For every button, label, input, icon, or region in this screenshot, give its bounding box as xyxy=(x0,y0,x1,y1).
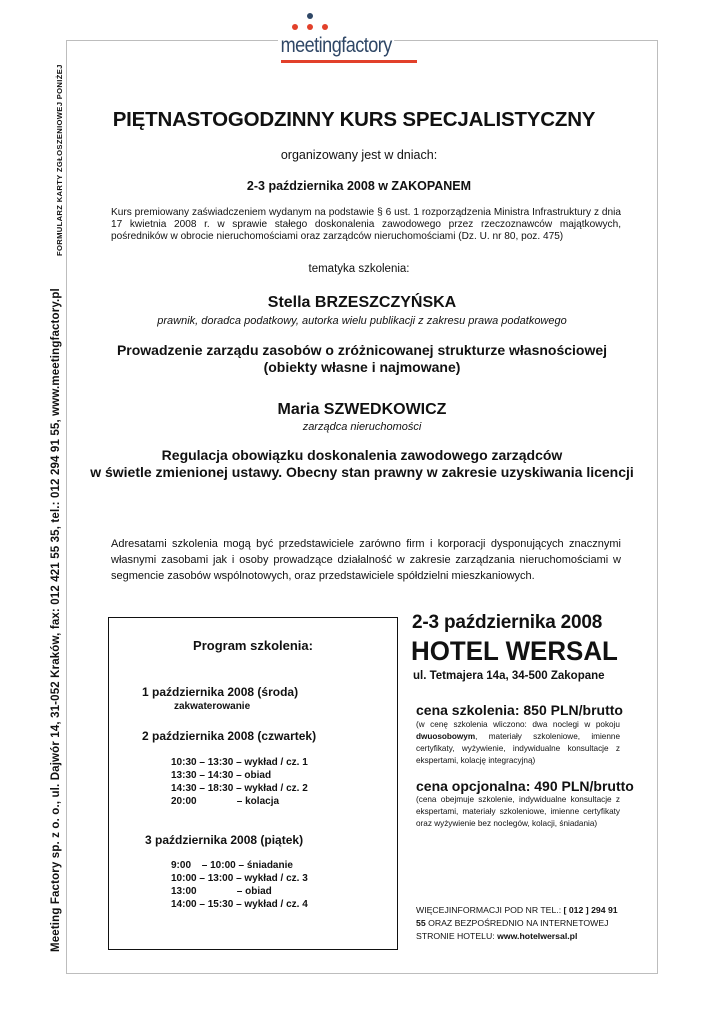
schedule-row: 10:00 – 13:00 – wykład / cz. 3 xyxy=(171,873,308,884)
hotel-website-link[interactable]: www.hotelwersal.pl xyxy=(497,931,578,941)
logo-dots-icon xyxy=(290,12,330,32)
logo-underline xyxy=(281,60,417,63)
intro-text: organizowany jest w dniach: xyxy=(280,148,438,162)
speaker-2-name: Maria SZWEDKOWICZ xyxy=(277,401,447,418)
audience-text: Adresatami szkolenia mogą być przedstawiciele zarówno firm i korporacji dysponujących znacznymi własnymi zasobami jak i osoby prowadzące działalność w zakresie zarządzania nieruchomościami w segmencie zasobów wspólnotowych, oraz przedstawiciele spółdzielni mieszkaniowych. xyxy=(111,538,621,582)
program-heading: Program szkolenia: xyxy=(193,638,313,653)
topics-label: tematyka szkolenia: xyxy=(308,263,410,275)
program-day-2-schedule xyxy=(171,756,308,808)
speaker-1-topic-line-1: Prowadzenie zarządu zasobów o zróżnicowanej strukturze własnościowej xyxy=(116,342,608,358)
sidebar-form-note: FORMULARZ KARTY ZGŁOSZENIOWEJ PONIŻEJ xyxy=(55,64,64,256)
speaker-1-name: Stella BRZESZCZYŃSKA xyxy=(267,294,457,311)
program-day-2-title: 2 października 2008 (czwartek) xyxy=(142,729,317,743)
program-day-3-schedule xyxy=(171,859,308,911)
sidebar-contact-text: Meeting Factory sp. z o. o., ul. Dajwór 14, 31-052 Kraków, fax: 012 421 55 35, tel.: 012 294 91 55, www.meetingfactory.pl xyxy=(50,288,62,952)
logo-text: meetingfactory xyxy=(278,34,394,58)
program-day-3-title: 3 października 2008 (piątek) xyxy=(145,833,304,847)
event-date: 2-3 października 2008 xyxy=(412,612,603,633)
page-title: PIĘTNASTOGODZINNY KURS SPECJALISTYCZNY xyxy=(112,108,596,131)
program-day-1-note: zakwaterowanie xyxy=(174,701,251,712)
speaker-2-description: zarządca nieruchomości xyxy=(302,421,422,433)
schedule-row: 13:30 – 14:30 – obiad xyxy=(171,770,272,781)
speaker-2-topic xyxy=(66,447,658,481)
meetingfactory-logo xyxy=(276,10,436,64)
schedule-row: 14:30 – 18:30 – wykład / cz. 2 xyxy=(171,783,308,794)
speaker-2-topic-line-2: w świetle zmienionej ustawy. Obecny stan prawny w zakresie uzyskiwania licencji xyxy=(90,464,634,480)
schedule-row: 20:00 – kolacja xyxy=(171,796,280,807)
hotel-name: HOTEL WERSAL xyxy=(411,636,618,666)
course-dates: 2-3 października 2008 w ZAKOPANEM xyxy=(246,179,472,193)
program-day-1-title: 1 października 2008 (środa) xyxy=(142,685,299,699)
schedule-row: 9:00 – 10:00 – śniadanie xyxy=(171,860,293,871)
hotel-address: ul. Tetmajera 14a, 34-500 Zakopane xyxy=(413,670,605,682)
legal-basis-text: Kurs premiowany zaświadczeniem wydanym na podstawie § 6 ust. 1 rozporządzenia Ministra Infrastruktury z dnia 17 kwietnia 2008 r. w sprawie stałego doskonalenia zawodowego przez rzeczoznawców majątkowych, pośredników w obrocie nieruchomościami oraz zarządców nieruchomościami (Dz. U. nr 80, poz. 475) xyxy=(111,207,621,242)
optional-price-note: (cena obejmuje szkolenie, indywidualne konsultacje z ekspertami, materiały szkoleniowe, imienne certyfikaty oraz wyżywienie bez noclegów, kolacji, śniadania) xyxy=(416,795,620,828)
main-price-heading: cena szkolenia: 850 PLN/brutto xyxy=(416,702,623,718)
speaker-1-topic-line-2: (obiekty własne i najmowane) xyxy=(263,359,461,375)
speaker-1-topic xyxy=(66,342,658,376)
schedule-row: 14:00 – 15:30 – wykład / cz. 4 xyxy=(171,899,308,910)
optional-price-heading: cena opcjonalna: 490 PLN/brutto xyxy=(416,778,634,794)
program-box xyxy=(108,617,398,950)
speaker-2-topic-line-1: Regulacja obowiązku doskonalenia zawodowego zarządców xyxy=(161,447,563,463)
main-price-note: (w cenę szkolenia wliczono: dwa noclegi w pokoju dwuosobowym, materiały szkoleniowe, imienne certyfikaty, wyżywienie, indywidualne konsultacje z ekspertami, kolację integracyjną) xyxy=(416,720,620,765)
schedule-row: 13:00 – obiad xyxy=(171,886,272,897)
phone-number: [ 012 ] 294 91 55 xyxy=(416,905,618,928)
more-info-text: WIĘCEJINFORMACJI POD NR TEL.: [ 012 ] 294 91 55 ORAZ BEZPOŚREDNIO NA INTERNETOWEJ STRONIE HOTELU: www.hotelwersal.pl xyxy=(416,905,618,941)
schedule-row: 10:30 – 13:30 – wykład / cz. 1 xyxy=(171,757,308,768)
speaker-1-description: prawnik, doradca podatkowy, autorka wielu publikacji z zakresu prawa podatkowego xyxy=(157,315,567,327)
